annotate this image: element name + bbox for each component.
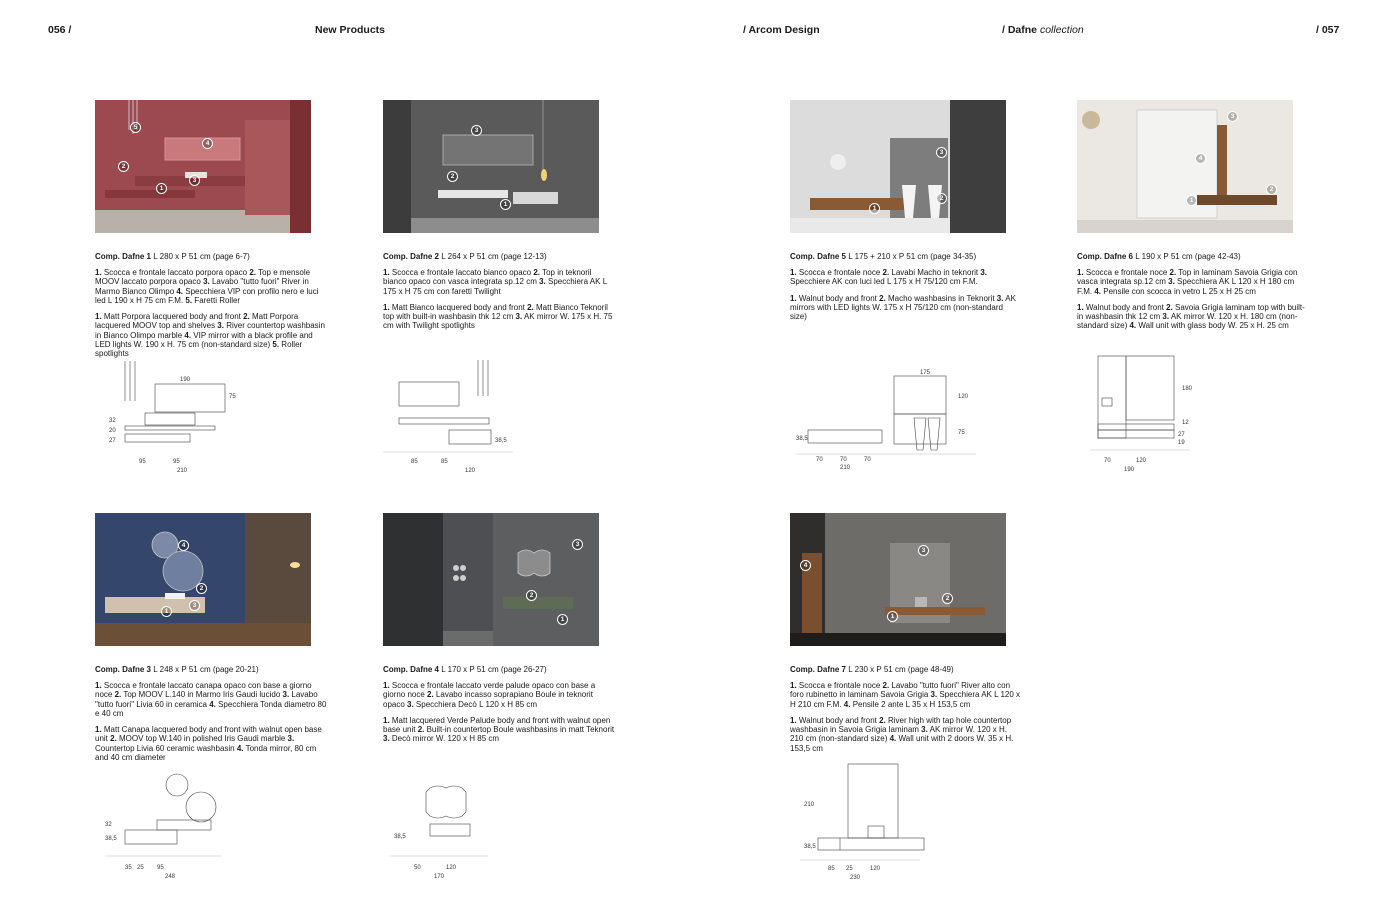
callout-2-icon: 2 bbox=[936, 193, 947, 204]
callout-3-icon: 3 bbox=[189, 600, 200, 611]
dim-label: 170 bbox=[434, 874, 445, 880]
callout-3-icon: 3 bbox=[936, 147, 947, 158]
composition-card-dafne-1 bbox=[95, 100, 327, 366]
dim-label: 120 bbox=[870, 866, 881, 872]
callout-2-icon: 2 bbox=[447, 171, 458, 182]
dim-label: 210 bbox=[177, 468, 188, 474]
dim-label: 210 bbox=[804, 802, 815, 808]
callout-1-icon: 1 bbox=[161, 606, 172, 617]
dim-label: 120 bbox=[465, 468, 476, 474]
dim-label: 85 bbox=[411, 459, 418, 465]
composition-title: Comp. Dafne 7 L 230 x P 51 cm (page 48-49) bbox=[790, 665, 954, 674]
dim-label: 38,5 bbox=[495, 438, 507, 444]
section-title: New Products bbox=[315, 24, 386, 36]
dim-label: 32 bbox=[105, 822, 112, 828]
dim-label: 25 bbox=[137, 865, 144, 871]
dim-label: 180 bbox=[1182, 386, 1193, 392]
collection-word: collection bbox=[1039, 24, 1084, 36]
composition-card-dafne-3 bbox=[95, 513, 327, 769]
dim-label: 19 bbox=[1178, 440, 1185, 446]
callout-1-icon: 1 bbox=[1186, 195, 1197, 206]
description-en: 1. Matt Bianco lacquered body and front 2. Matt Bianco Teknoril top with built-in washbasin thk 12 cm 3. AK mirror W. 175 x H. 75 cm with Twilight spotlights bbox=[383, 302, 613, 331]
callout-2-icon: 2 bbox=[1266, 184, 1277, 195]
description-it: 1. Scocca e frontale noce 2. Lavabi Macho in teknorit 3. Specchiere AK con luci led L 175 x H 75/120 cm F.M. 1. Walnut body and front 2. Macho washbasins in Teknorit 3. AK mirrors with LED lights W. 175 x H 75/120 cm (non-standard size) bbox=[790, 268, 1022, 321]
composition-title: Comp. Dafne 1 L 280 x P 51 cm (page 6-7) bbox=[95, 252, 250, 261]
composition-photo bbox=[95, 100, 311, 233]
description-en: 1. Walnut body and front 2. River high with tap hole countertop washbasin in Savoia Grigia laminam 3. AK mirror W. 120 x H. 210 cm (non-standard size) 4. Wall unit with 2 doors W. 35 x H. 153,5 cm bbox=[790, 715, 1014, 753]
callout-3-icon: 3 bbox=[189, 175, 200, 186]
dim-label: 85 bbox=[441, 459, 448, 465]
description-en: 1. Matt Porpora lacquered body and front 2. Matt Porpora lacquered MOOV top and shelves 3. River countertop washbasin in Bianco Olimpo marble 4. VIP mirror with a black profile and LED lights W. 190 x H. 75 cm (non-standard size) 5. Roller spotlights bbox=[95, 312, 325, 359]
callout-1-icon: 1 bbox=[156, 183, 167, 194]
callout-2-icon: 2 bbox=[942, 593, 953, 604]
description-en: 1. Walnut body and front 2. Savoia Grigia laminam top with built-in washbasin thk 12 cm 3. AK mirror W. 120 x H. 180 cm (non-standard size) 4. Wall unit with glass body W. 25 x H. 25 cm bbox=[1077, 302, 1305, 331]
composition-card-dafne-2 bbox=[383, 100, 615, 338]
dim-label: 210 bbox=[840, 465, 851, 471]
composition-card-dafne-7 bbox=[790, 513, 1022, 760]
callout-2-icon: 2 bbox=[118, 161, 129, 172]
dim-label: 190 bbox=[1124, 467, 1135, 473]
composition-photo bbox=[790, 100, 1006, 233]
composition-title: Comp. Dafne 5 L 175 + 210 x P 51 cm (page 34-35) bbox=[790, 252, 977, 261]
callout-3-icon: 3 bbox=[918, 545, 929, 556]
composition-photo bbox=[790, 513, 1006, 646]
composition-photo bbox=[383, 100, 599, 233]
dim-label: 85 bbox=[828, 866, 835, 872]
description-it: 1. Scocca e frontale laccato canapa opaco con base a giorno noce 2. Top MOOV L.140 in Marmo Iris Gaudi lucido 3. Lavabo "tutto fuori" Livia 60 in ceramica 4. Specchiera Tonda diametro 80 e 40 cm 1. Matt Canapa lacquered body and front with walnut open base unit 2. MOOV top W.140 in polished Iris Gaudi marble 3. Countertop Livia 60 ceramic washbasin 4. Tonda mirror, 80 cm and 40 cm diameter bbox=[95, 681, 327, 763]
callout-1-icon: 1 bbox=[887, 611, 898, 622]
description-en: 1. Matt lacquered Verde Palude body and front with walnut open base unit 2. Built-in countertop Boule washbasins in matt Teknorit 3. Decò mirror W. 120 x H 85 cm bbox=[383, 715, 615, 744]
composition-title: Comp. Dafne 6 L 190 x P 51 cm (page 42-43) bbox=[1077, 252, 1241, 261]
description-it: 1. Scocca e frontale laccato verde palude opaco con base a giorno noce 2. Lavabo incasso soprapiano Boule in teknorit opaco 3. Specchiera Decò L 120 x H 85 cm 1. Matt lacquered Verde Palude body and front with walnut open base unit 2. Built-in countertop Boule washbasins in matt Teknorit 3. Decò mirror W. 120 x H 85 cm bbox=[383, 681, 615, 744]
dim-label: 38,5 bbox=[804, 844, 816, 850]
technical-drawing-dafne-3 bbox=[105, 770, 235, 882]
composition-photo bbox=[95, 513, 311, 646]
brand-title: / Arcom Design bbox=[743, 24, 820, 36]
technical-drawing-dafne-7 bbox=[800, 760, 930, 884]
dim-label: 120 bbox=[958, 394, 969, 400]
callout-3-icon: 3 bbox=[471, 125, 482, 136]
dim-label: 248 bbox=[165, 874, 176, 880]
page-number-right: / 057 bbox=[1316, 24, 1340, 36]
dim-label: 95 bbox=[173, 459, 180, 465]
callout-3-icon: 3 bbox=[1227, 111, 1238, 122]
composition-title: Comp. Dafne 2 L 264 x P 51 cm (page 12-13) bbox=[383, 252, 547, 261]
description-en: 1. Matt Canapa lacquered body and front with walnut open base unit 2. MOOV top W.140 in polished Iris Gaudi marble 3. Countertop Livia 60 ceramic washbasin 4. Tonda mirror, 80 cm and 40 cm diameter bbox=[95, 725, 322, 763]
dim-label: 75 bbox=[958, 430, 965, 436]
dim-label: 70 bbox=[1104, 458, 1111, 464]
callout-2-icon: 2 bbox=[526, 590, 537, 601]
dim-label: 25 bbox=[846, 866, 853, 872]
dim-label: 120 bbox=[1136, 458, 1147, 464]
dim-label: 32 bbox=[109, 418, 116, 424]
composition-photo bbox=[1077, 100, 1293, 233]
dim-label: 70 bbox=[816, 457, 823, 463]
dim-label: 50 bbox=[414, 865, 421, 871]
dim-label: 27 bbox=[109, 438, 116, 444]
dim-label: 20 bbox=[109, 428, 116, 434]
callout-1-icon: 1 bbox=[557, 614, 568, 625]
dim-label: 27 bbox=[1178, 432, 1185, 438]
dim-label: 95 bbox=[139, 459, 146, 465]
callout-3-icon: 3 bbox=[572, 539, 583, 550]
dim-label: 190 bbox=[179, 377, 191, 383]
callout-4-icon: 4 bbox=[800, 560, 811, 571]
dim-label: 38,5 bbox=[796, 436, 808, 442]
page-number-left: 056 / bbox=[48, 24, 72, 36]
dim-label: 70 bbox=[840, 457, 847, 463]
callout-4-icon: 4 bbox=[202, 138, 213, 149]
dim-label: 175 bbox=[920, 370, 931, 376]
composition-card-dafne-6 bbox=[1077, 100, 1309, 338]
composition-title: Comp. Dafne 3 L 248 x P 51 cm (page 20-21) bbox=[95, 665, 259, 674]
technical-drawing-dafne-1 bbox=[105, 356, 245, 476]
callout-2-icon: 2 bbox=[196, 583, 207, 594]
composition-title: Comp. Dafne 4 L 170 x P 51 cm (page 26-27) bbox=[383, 665, 547, 674]
dim-label: 35 bbox=[125, 865, 132, 871]
composition-card-dafne-5 bbox=[790, 100, 1022, 328]
dim-label: 75 bbox=[229, 394, 236, 400]
collection-prefix: / Dafne bbox=[1002, 24, 1038, 36]
description-it: 1. Scocca e frontale noce 2. Lavabo "tutto fuori" River alto con foro rubinetto in laminam Savoia Grigia 3. Specchiera AK L 120 x H 210 cm F.M. 4. Pensile 2 ante L 35 x H 153,5 cm 1. Walnut body and front 2. River high with tap hole countertop washbasin in Savoia Grigia laminam 3. AK mirror W. 120 x H. 210 cm (non-standard size) 4. Wall unit with 2 doors W. 35 x H. 153,5 cm bbox=[790, 681, 1021, 753]
description-it: 1. Scocca e frontale noce 2. Top in laminam Savoia Grigia con vasca integrata sp.12 cm 3. Specchiera AK L 120 x H 180 cm F.M. 4. Pensile con scocca in vetro L 25 x H 25 cm 1. Walnut body and front 2. Savoia Grigia laminam top with built-in washbasin thk 12 cm 3. AK mirror W. 120 x H. 180 cm (non-standard size) 4. Wall unit with glass body W. 25 x H. 25 cm bbox=[1077, 268, 1309, 331]
technical-drawing-dafne-4 bbox=[390, 782, 500, 882]
dim-label: 12 bbox=[1182, 420, 1189, 426]
technical-drawing-dafne-5 bbox=[796, 362, 981, 474]
dim-label: 230 bbox=[850, 875, 861, 881]
composition-photo bbox=[383, 513, 599, 646]
callout-1-icon: 1 bbox=[500, 199, 511, 210]
dim-label: 70 bbox=[864, 457, 871, 463]
composition-card-dafne-4 bbox=[383, 513, 615, 751]
dim-label: 95 bbox=[157, 865, 164, 871]
description-it: 1. Scocca e frontale laccato porpora opaco 2. Top e mensole MOOV laccato porpora opaco 3. Lavabo "tutto fuori" River in Marmo Bianco Olimpo 4. Specchiera VIP con profilo nero e luci led L 190 x H 75 cm F.M. 5. Faretti Roller 1. Matt Porpora lacquered body and front 2. Matt Porpora lacquered MOOV top and shelves 3. River countertop washbasin in Bianco Olimpo marble 4. VIP mirror with a black profile and LED lights W. 190 x H. 75 cm (non-standard size) 5. Roller spotlights bbox=[95, 268, 327, 359]
callout-5-icon: 5 bbox=[130, 122, 141, 133]
collection-title bbox=[1002, 24, 1084, 36]
dim-label: 38,5 bbox=[394, 834, 406, 840]
callout-4-icon: 4 bbox=[178, 540, 189, 551]
callout-1-icon: 1 bbox=[869, 203, 880, 214]
dim-label: 120 bbox=[446, 865, 457, 871]
technical-drawing-dafne-6 bbox=[1090, 352, 1210, 474]
callout-4-icon: 4 bbox=[1195, 153, 1206, 164]
dim-label: 38,5 bbox=[105, 836, 117, 842]
description-en: 1. Walnut body and front 2. Macho washbasins in Teknorit 3. AK mirrors with LED lights W. 175 x H 75/120 cm (non-standard size) bbox=[790, 293, 1016, 322]
description-it: 1. Scocca e frontale laccato bianco opaco 2. Top in teknoril bianco opaco con vasca integrata sp.12 cm 3. Specchiera AK L 175 x H 75 cm con faretti Twilight 1. Matt Bianco lacquered body and front 2. Matt Bianco Teknoril top with built-in washbasin thk 12 cm 3. AK mirror W. 175 x H. 75 cm with Twilight spotlights bbox=[383, 268, 615, 331]
technical-drawing-dafne-2 bbox=[383, 356, 523, 476]
